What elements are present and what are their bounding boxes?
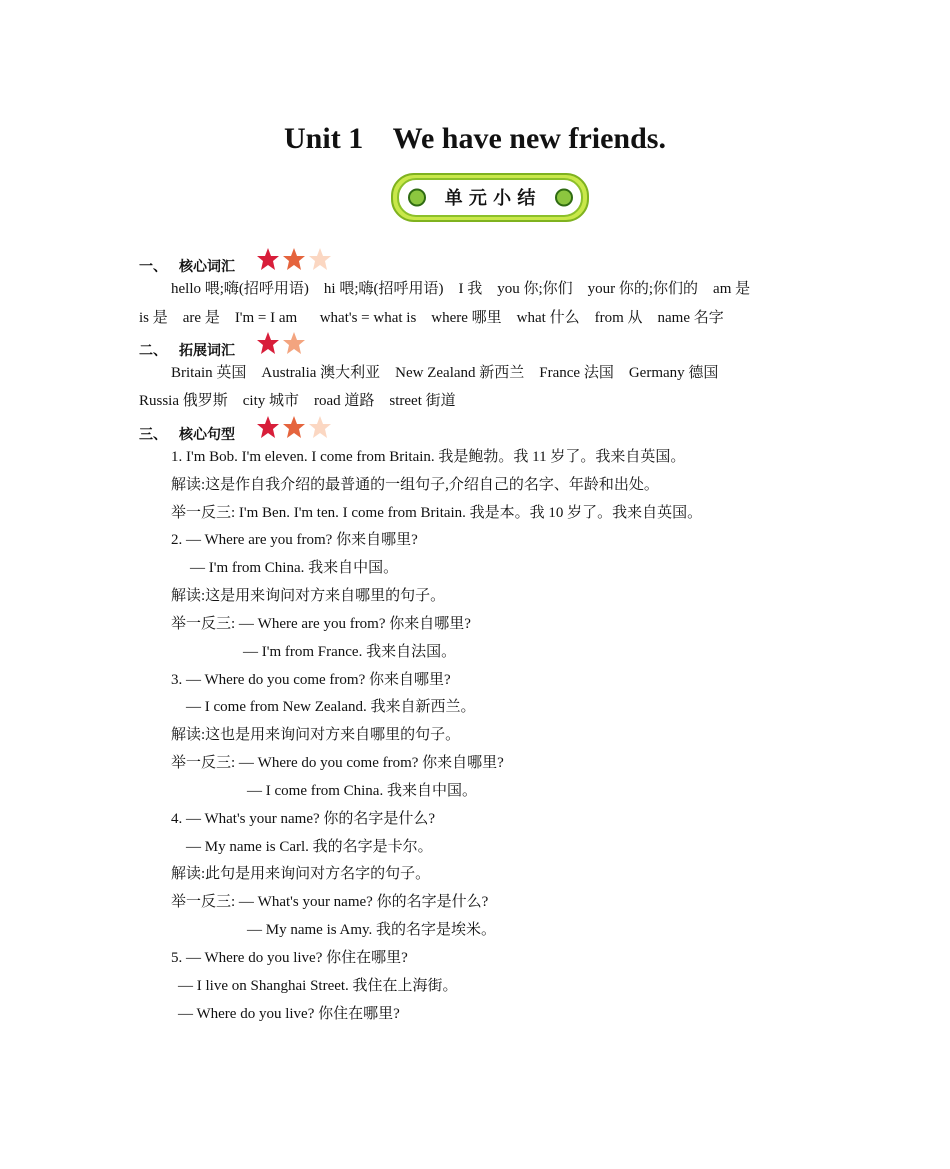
text-line: 4. — What's your name? 你的名字是什么?	[171, 811, 436, 827]
rating-stars-core-sentences	[256, 415, 336, 441]
text-line: 举一反三: — Where do you come from? 你来自哪里?	[171, 755, 504, 771]
unit-summary-badge	[390, 172, 590, 223]
star-icon	[257, 248, 279, 270]
text-line: 5. — Where do you live? 你住在哪里?	[171, 950, 408, 966]
text-line: — My name is Amy. 我的名字是埃米。	[247, 922, 497, 938]
text-line: 解读:这也是用来询问对方来自哪里的句子。	[171, 727, 461, 743]
section-number: 三、	[139, 427, 167, 443]
section-label: 拓展词汇	[179, 343, 235, 359]
text-line: 举一反三: I'm Ben. I'm ten. I come from Britain. 我是本。我 10 岁了。我来自英国。	[171, 505, 703, 521]
star-icon	[283, 332, 305, 354]
text-line: Russia 俄罗斯 city 城市 road 道路 street 街道	[139, 393, 456, 409]
text-line: hello 喂;嗨(招呼用语) hi 喂;嗨(招呼用语) I 我 you 你;你们 your 你的;你们的 am 是	[171, 281, 751, 297]
text-line: 解读:此句是用来询问对方名字的句子。	[171, 866, 431, 882]
star-icon	[283, 248, 305, 270]
text-line: 解读:这是用来询问对方来自哪里的句子。	[171, 588, 446, 604]
star-icon	[257, 332, 279, 354]
text-line: — I come from New Zealand. 我来自新西兰。	[186, 699, 476, 715]
text-line: 举一反三: — Where are you from? 你来自哪里?	[171, 616, 471, 632]
document-title: Unit 1 We have new friends.	[284, 122, 666, 155]
text-line: 举一反三: — What's your name? 你的名字是什么?	[171, 894, 489, 910]
star-icon	[257, 416, 279, 438]
badge-text: 单 元 小 结	[444, 188, 536, 209]
section-extended-vocab-heading	[139, 340, 235, 360]
badge-dot-left-icon	[409, 190, 425, 206]
star-icon	[309, 248, 331, 270]
text-line: — Where do you live? 你住在哪里?	[178, 1006, 400, 1022]
text-line: 解读:这是作自我介绍的最普通的一组句子,介绍自己的名字、年龄和出处。	[171, 477, 659, 493]
star-icon	[309, 416, 331, 438]
section-number: 一、	[139, 259, 167, 275]
rating-stars-extended-vocab	[256, 331, 310, 357]
section-label: 核心词汇	[179, 259, 235, 275]
text-line: 1. I'm Bob. I'm eleven. I come from Britain. 我是鲍勃。我 11 岁了。我来自英国。	[171, 449, 686, 465]
section-number: 二、	[139, 343, 167, 359]
text-line: 3. — Where do you come from? 你来自哪里?	[171, 672, 451, 688]
text-line: is 是 are 是 I'm = I am what's = what is where 哪里 what 什么 from 从 name 名字	[139, 310, 724, 326]
star-icon	[283, 416, 305, 438]
text-line: — I come from China. 我来自中国。	[247, 783, 477, 799]
text-line: — I live on Shanghai Street. 我住在上海街。	[178, 978, 458, 994]
text-line: 2. — Where are you from? 你来自哪里?	[171, 532, 418, 548]
text-line: — I'm from China. 我来自中国。	[190, 560, 399, 576]
text-line: Britain 英国 Australia 澳大利亚 New Zealand 新西兰 France 法国 Germany 德国	[171, 365, 719, 381]
section-core-sentences-heading	[139, 424, 235, 444]
badge-dot-right-icon	[556, 190, 572, 206]
section-core-vocab-heading	[139, 256, 235, 276]
text-line: — I'm from France. 我来自法国。	[243, 644, 457, 660]
text-line: — My name is Carl. 我的名字是卡尔。	[186, 839, 433, 855]
rating-stars-core-vocab	[256, 247, 336, 273]
section-label: 核心句型	[179, 427, 235, 443]
